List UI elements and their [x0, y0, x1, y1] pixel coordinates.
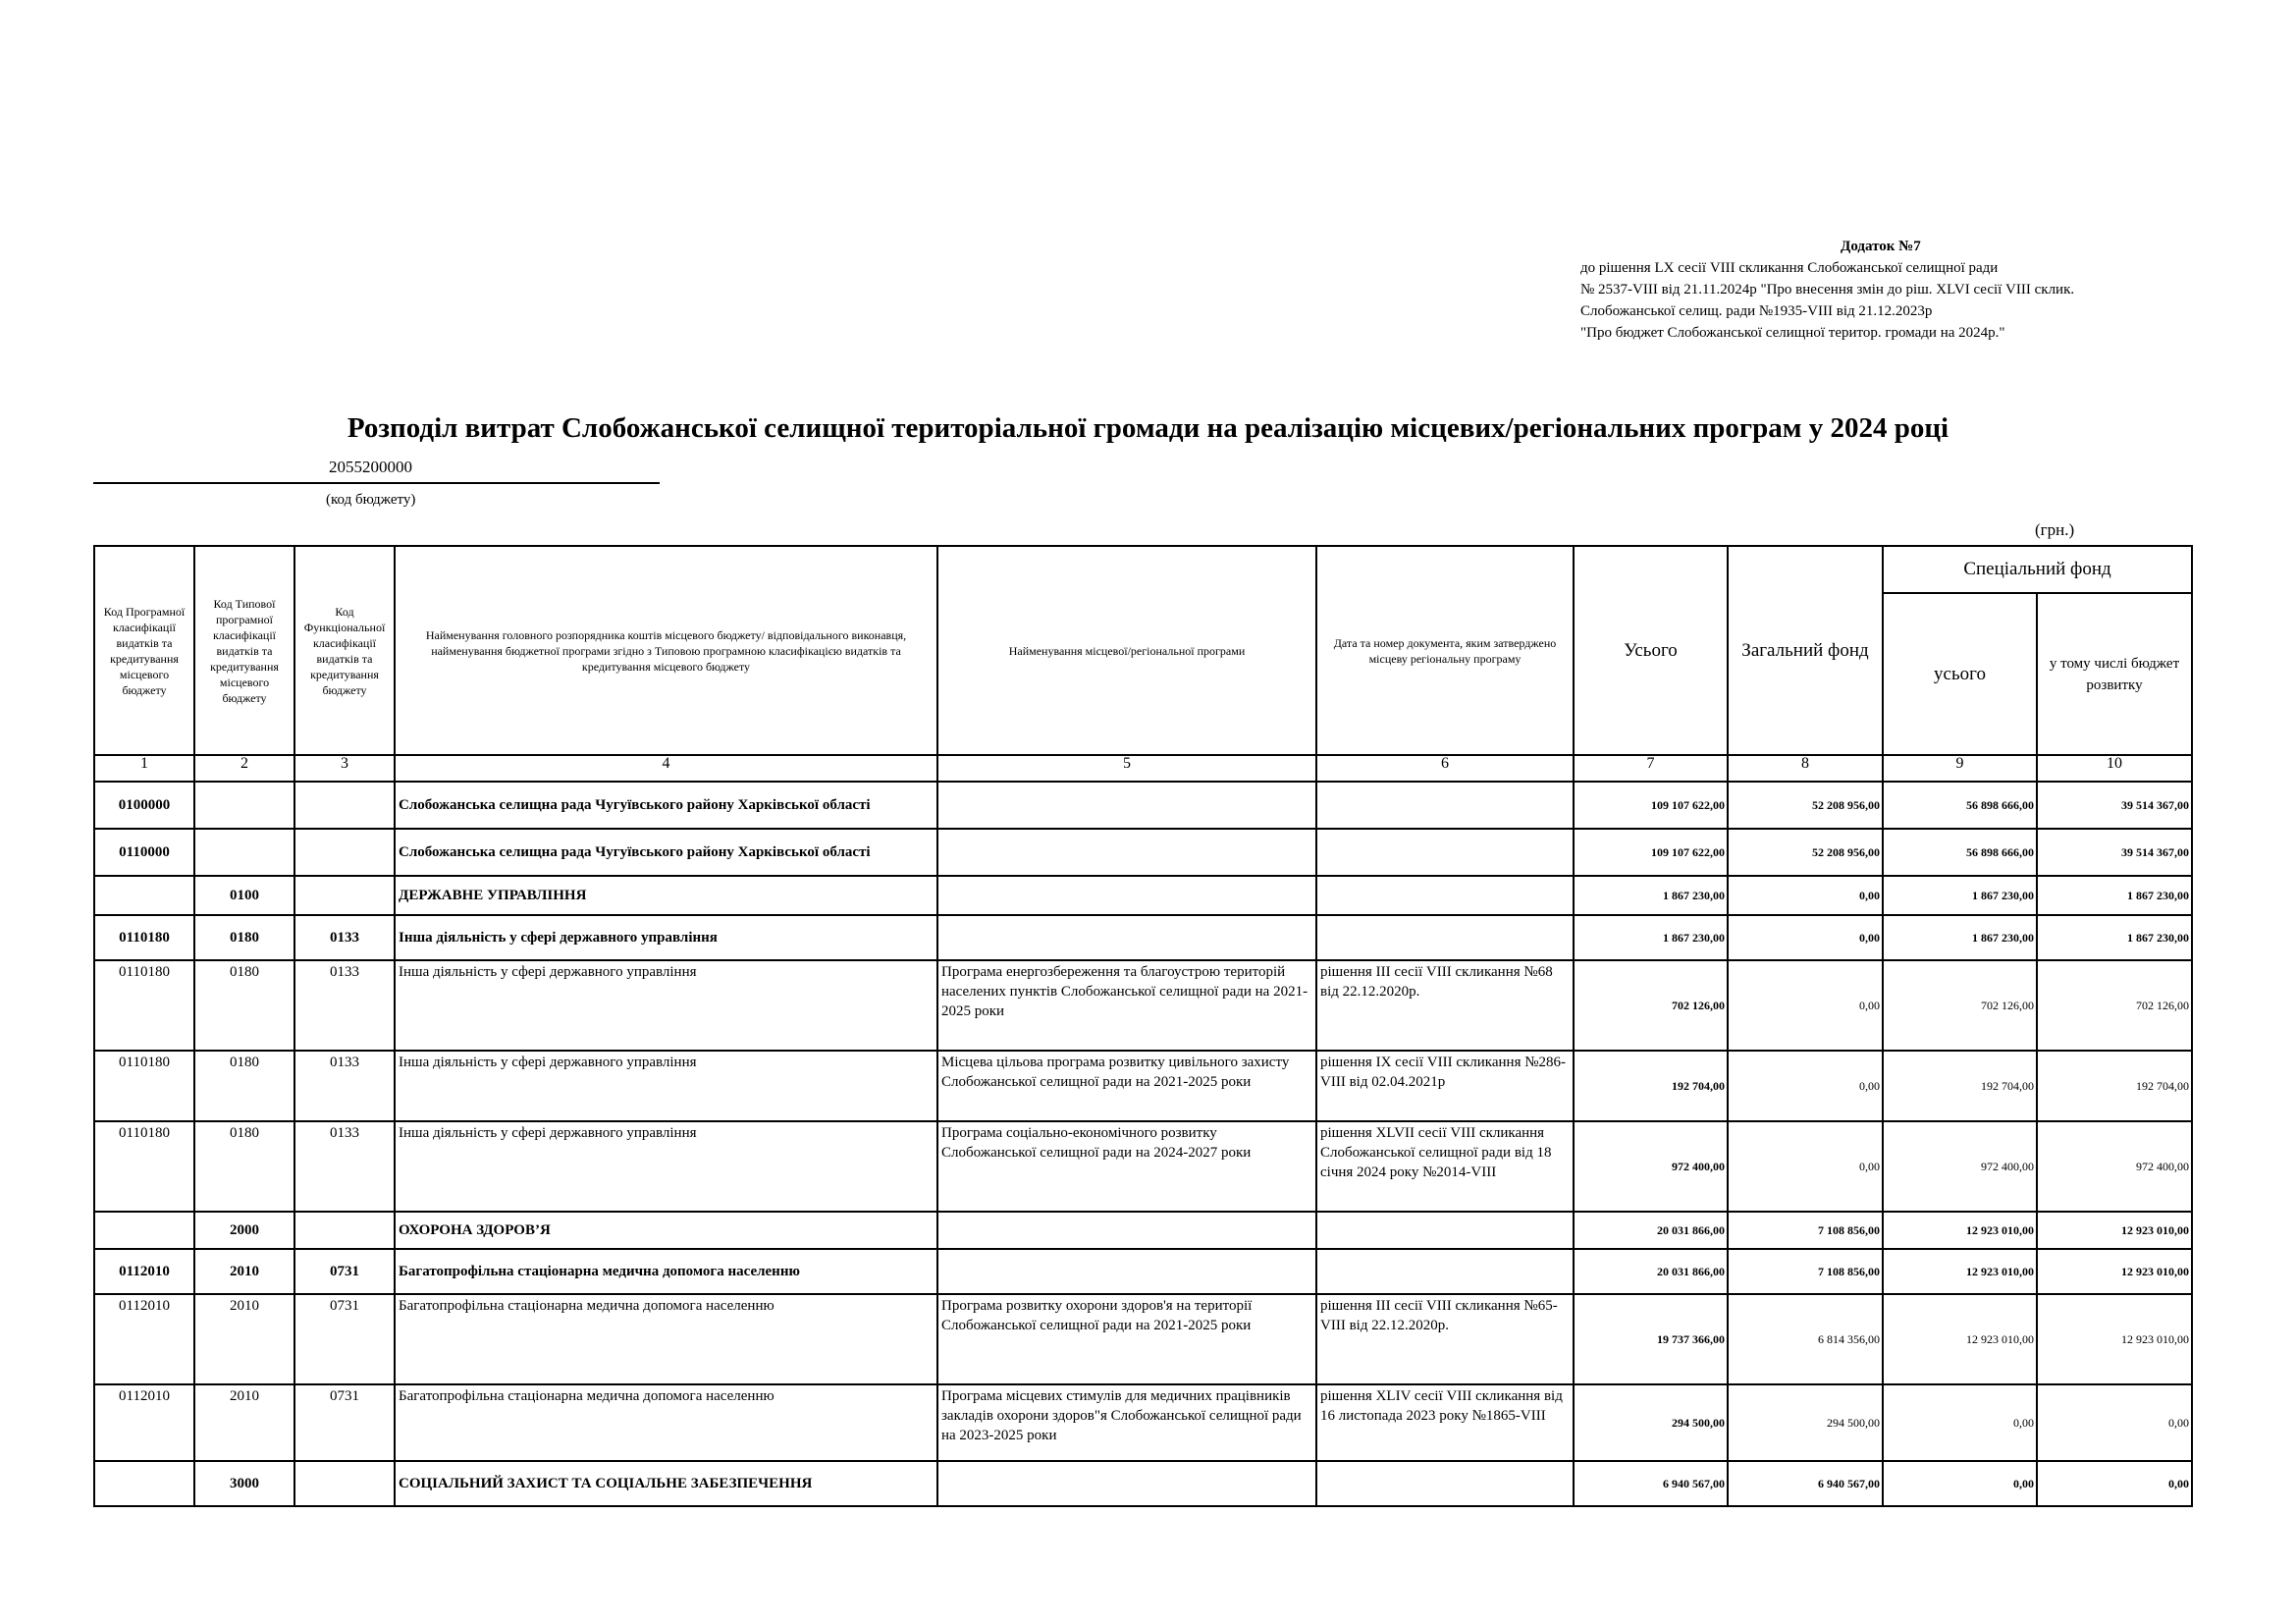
- budget-program-name-cell: Інша діяльність у сфері державного управління: [395, 1121, 937, 1212]
- typical-code-cell: 2010: [194, 1249, 294, 1294]
- table-row: [94, 829, 2192, 876]
- program-code-cell: [94, 1461, 194, 1506]
- special-fund-cell: 192 704,00: [1883, 1051, 2037, 1121]
- special-fund-cell: 12 923 010,00: [1883, 1249, 2037, 1294]
- special-fund-cell: 56 898 666,00: [1883, 829, 2037, 876]
- column-number: 9: [1883, 755, 2037, 782]
- column-number: 8: [1728, 755, 1883, 782]
- functional-code-cell: 0731: [294, 1249, 395, 1294]
- column-number: 3: [294, 755, 395, 782]
- typical-code-cell: 3000: [194, 1461, 294, 1506]
- functional-code-cell: [294, 1461, 395, 1506]
- approval-document-cell: [1316, 782, 1574, 829]
- functional-code-cell: 0133: [294, 960, 395, 1051]
- general-fund-cell: 6 940 567,00: [1728, 1461, 1883, 1506]
- program-code-cell: 0112010: [94, 1384, 194, 1461]
- approval-document-cell: рішення XLVII сесії VIII скликання Слобожанської селищної ради від 18 січня 2024 року №2014-VIII: [1316, 1121, 1574, 1212]
- program-code-cell: 0110180: [94, 915, 194, 960]
- table-row: [94, 1212, 2192, 1249]
- development-budget-cell: 972 400,00: [2037, 1121, 2192, 1212]
- total-amount-cell: 1 867 230,00: [1574, 876, 1728, 915]
- local-program-name-cell: Програма розвитку охорони здоров'я на території Слобожанської селищної ради на 2021-2025 роки: [937, 1294, 1316, 1384]
- development-budget-cell: 192 704,00: [2037, 1051, 2192, 1121]
- general-fund-cell: 0,00: [1728, 1051, 1883, 1121]
- general-fund-cell: 6 814 356,00: [1728, 1294, 1883, 1384]
- approval-document-cell: рішення XLIV сесії VIII скликання від 16 листопада 2023 року №1865-VIII: [1316, 1384, 1574, 1461]
- table-row: [94, 1384, 2192, 1461]
- header-approval-document: Дата та номер документа, яким затверджено місцеву регіональну програму: [1316, 546, 1574, 755]
- annex-title: Додаток №7: [1841, 239, 1921, 254]
- general-fund-cell: 294 500,00: [1728, 1384, 1883, 1461]
- general-fund-cell: 0,00: [1728, 915, 1883, 960]
- program-code-cell: 0100000: [94, 782, 194, 829]
- functional-code-cell: 0133: [294, 915, 395, 960]
- header-special-fund: Спеціальний фонд: [1883, 546, 2192, 593]
- total-amount-cell: 294 500,00: [1574, 1384, 1728, 1461]
- column-number: 4: [395, 755, 937, 782]
- column-number: 6: [1316, 755, 1574, 782]
- total-amount-cell: 19 737 366,00: [1574, 1294, 1728, 1384]
- local-program-name-cell: Місцева цільова програма розвитку цивільного захисту Слобожанської селищної ради на 2021-2025 роки: [937, 1051, 1316, 1121]
- column-number: 10: [2037, 755, 2192, 782]
- total-amount-cell: 20 031 866,00: [1574, 1212, 1728, 1249]
- approval-document-cell: рішення III сесії VIII скликання №68 від 22.12.2020р.: [1316, 960, 1574, 1051]
- header-development-budget: у тому числі бюджет розвитку: [2037, 593, 2192, 755]
- annex-line: "Про бюджет Слобожанської селищної територ. громади на 2024р.": [1580, 325, 2005, 341]
- general-fund-cell: 52 208 956,00: [1728, 782, 1883, 829]
- header-typical-code: Код Типової програмної класифікації видатків та кредитування місцевого бюджету: [194, 546, 294, 755]
- total-amount-cell: 1 867 230,00: [1574, 915, 1728, 960]
- table-row: [94, 1051, 2192, 1121]
- budget-program-name-cell: Інша діяльність у сфері державного управління: [395, 960, 937, 1051]
- general-fund-cell: 52 208 956,00: [1728, 829, 1883, 876]
- header-general-fund: Загальний фонд: [1728, 546, 1883, 755]
- special-fund-cell: 56 898 666,00: [1883, 782, 2037, 829]
- general-fund-cell: 0,00: [1728, 876, 1883, 915]
- program-code-cell: 0110180: [94, 960, 194, 1051]
- approval-document-cell: рішення III сесії VIII скликання №65- VIII від 22.12.2020р.: [1316, 1294, 1574, 1384]
- local-program-name-cell: [937, 829, 1316, 876]
- local-program-name-cell: Програма енергозбереження та благоустрою територій населених пунктів Слобожанської селищної ради на 2021-2025 роки: [937, 960, 1316, 1051]
- total-amount-cell: 702 126,00: [1574, 960, 1728, 1051]
- local-program-name-cell: [937, 782, 1316, 829]
- table-row: [94, 1249, 2192, 1294]
- program-code-cell: [94, 876, 194, 915]
- header-functional-code: Код Функціональної класифікації видатків та кредитування бюджету: [294, 546, 395, 755]
- programs-table: [93, 545, 2193, 1507]
- annex-line: до рішення LX сесії VIII скликання Слобожанської селищної ради: [1580, 260, 1999, 276]
- total-amount-cell: 6 940 567,00: [1574, 1461, 1728, 1506]
- development-budget-cell: 0,00: [2037, 1384, 2192, 1461]
- special-fund-cell: 0,00: [1883, 1384, 2037, 1461]
- development-budget-cell: 39 514 367,00: [2037, 829, 2192, 876]
- annex-line: № 2537-VIII від 21.11.2024р "Про внесення змін до ріш. XLVI сесії VIII склик.: [1580, 282, 2075, 298]
- total-amount-cell: 20 031 866,00: [1574, 1249, 1728, 1294]
- table-row: [94, 1121, 2192, 1212]
- budget-code-underline: [93, 482, 660, 484]
- functional-code-cell: 0731: [294, 1294, 395, 1384]
- approval-document-cell: [1316, 1249, 1574, 1294]
- special-fund-cell: 702 126,00: [1883, 960, 2037, 1051]
- table-row: [94, 1294, 2192, 1384]
- program-code-cell: 0110180: [94, 1121, 194, 1212]
- total-amount-cell: 109 107 622,00: [1574, 782, 1728, 829]
- special-fund-cell: 1 867 230,00: [1883, 915, 2037, 960]
- development-budget-cell: 0,00: [2037, 1461, 2192, 1506]
- typical-code-cell: 2010: [194, 1294, 294, 1384]
- approval-document-cell: [1316, 1461, 1574, 1506]
- typical-code-cell: 0100: [194, 876, 294, 915]
- development-budget-cell: 12 923 010,00: [2037, 1212, 2192, 1249]
- general-fund-cell: 7 108 856,00: [1728, 1212, 1883, 1249]
- functional-code-cell: [294, 782, 395, 829]
- budget-program-name-cell: ОХОРОНА ЗДОРОВ’Я: [395, 1212, 937, 1249]
- development-budget-cell: 1 867 230,00: [2037, 876, 2192, 915]
- budget-program-name-cell: Слобожанська селищна рада Чугуївського району Харківської області: [395, 782, 937, 829]
- budget-program-name-cell: ДЕРЖАВНЕ УПРАВЛІННЯ: [395, 876, 937, 915]
- total-amount-cell: 109 107 622,00: [1574, 829, 1728, 876]
- approval-document-cell: [1316, 915, 1574, 960]
- budget-program-name-cell: СОЦІАЛЬНИЙ ЗАХИСТ ТА СОЦІАЛЬНЕ ЗАБЕЗПЕЧЕННЯ: [395, 1461, 937, 1506]
- currency-unit: (грн.): [2035, 520, 2075, 539]
- functional-code-cell: [294, 829, 395, 876]
- approval-document-cell: рішення IX сесії VIII скликання №286- VIII від 02.04.2021р: [1316, 1051, 1574, 1121]
- header-total: Усього: [1574, 546, 1728, 755]
- table-row: [94, 915, 2192, 960]
- special-fund-cell: 0,00: [1883, 1461, 2037, 1506]
- typical-code-cell: 2000: [194, 1212, 294, 1249]
- functional-code-cell: [294, 1212, 395, 1249]
- general-fund-cell: 7 108 856,00: [1728, 1249, 1883, 1294]
- development-budget-cell: 1 867 230,00: [2037, 915, 2192, 960]
- table-row: [94, 876, 2192, 915]
- column-number: 1: [94, 755, 194, 782]
- budget-code: 2055200000: [329, 458, 412, 476]
- annex-line: Слобожанської селищ. ради №1935-VIII від 21.12.2023р: [1580, 303, 1933, 319]
- functional-code-cell: 0133: [294, 1051, 395, 1121]
- total-amount-cell: 192 704,00: [1574, 1051, 1728, 1121]
- program-code-cell: 0112010: [94, 1249, 194, 1294]
- column-number: 7: [1574, 755, 1728, 782]
- local-program-name-cell: Програма місцевих стимулів для медичних працівників закладів охорони здоров"я Слобожанської селищної ради на 2023-2025 роки: [937, 1384, 1316, 1461]
- budget-program-name-cell: Багатопрофільна стаціонарна медична допомога населенню: [395, 1294, 937, 1384]
- special-fund-cell: 12 923 010,00: [1883, 1212, 2037, 1249]
- local-program-name-cell: [937, 1461, 1316, 1506]
- development-budget-cell: 12 923 010,00: [2037, 1294, 2192, 1384]
- local-program-name-cell: [937, 1249, 1316, 1294]
- special-fund-cell: 972 400,00: [1883, 1121, 2037, 1212]
- general-fund-cell: 0,00: [1728, 1121, 1883, 1212]
- typical-code-cell: 0180: [194, 915, 294, 960]
- table-row: [94, 960, 2192, 1051]
- header-program-code: Код Програмної класифікації видатків та кредитування місцевого бюджету: [94, 546, 194, 755]
- local-program-name-cell: [937, 876, 1316, 915]
- program-code-cell: 0110000: [94, 829, 194, 876]
- column-number: 5: [937, 755, 1316, 782]
- annex-block: [1580, 236, 2268, 344]
- table-row: [94, 782, 2192, 829]
- local-program-name-cell: Програма соціально-економічного розвитку Слобожанської селищної ради на 2024-2027 роки: [937, 1121, 1316, 1212]
- column-number: 2: [194, 755, 294, 782]
- typical-code-cell: 0180: [194, 960, 294, 1051]
- special-fund-cell: 1 867 230,00: [1883, 876, 2037, 915]
- functional-code-cell: 0133: [294, 1121, 395, 1212]
- typical-code-cell: [194, 829, 294, 876]
- header-special-total: усього: [1883, 593, 2037, 755]
- document-title: Розподіл витрат Слобожанської селищної територіальної громади на реалізацію місцевих/регіональних програм у 2024 році: [347, 412, 1949, 444]
- approval-document-cell: [1316, 1212, 1574, 1249]
- local-program-name-cell: [937, 1212, 1316, 1249]
- budget-program-name-cell: Інша діяльність у сфері державного управління: [395, 1051, 937, 1121]
- special-fund-cell: 12 923 010,00: [1883, 1294, 2037, 1384]
- development-budget-cell: 39 514 367,00: [2037, 782, 2192, 829]
- approval-document-cell: [1316, 829, 1574, 876]
- development-budget-cell: 702 126,00: [2037, 960, 2192, 1051]
- functional-code-cell: [294, 876, 395, 915]
- program-code-cell: 0112010: [94, 1294, 194, 1384]
- budget-code-caption: (код бюджету): [326, 492, 416, 508]
- typical-code-cell: 0180: [194, 1051, 294, 1121]
- total-amount-cell: 972 400,00: [1574, 1121, 1728, 1212]
- typical-code-cell: 0180: [194, 1121, 294, 1212]
- header-local-program-name: Найменування місцевої/регіональної програми: [937, 546, 1316, 755]
- functional-code-cell: 0731: [294, 1384, 395, 1461]
- budget-program-name-cell: Багатопрофільна стаціонарна медична допомога населенню: [395, 1249, 937, 1294]
- budget-program-name-cell: Інша діяльність у сфері державного управління: [395, 915, 937, 960]
- development-budget-cell: 12 923 010,00: [2037, 1249, 2192, 1294]
- budget-program-name-cell: Слобожанська селищна рада Чугуївського району Харківської області: [395, 829, 937, 876]
- table-row: [94, 1461, 2192, 1506]
- local-program-name-cell: [937, 915, 1316, 960]
- program-code-cell: 0110180: [94, 1051, 194, 1121]
- header-budget-program-name: Найменування головного розпорядника коштів місцевого бюджету/ відповідального виконавця, найменування бюджетної програми згідно з Типовою програмною класифікацією видатків та кредитування місцевого бюджету: [395, 546, 937, 755]
- typical-code-cell: [194, 782, 294, 829]
- program-code-cell: [94, 1212, 194, 1249]
- approval-document-cell: [1316, 876, 1574, 915]
- budget-program-name-cell: Багатопрофільна стаціонарна медична допомога населенню: [395, 1384, 937, 1461]
- general-fund-cell: 0,00: [1728, 960, 1883, 1051]
- typical-code-cell: 2010: [194, 1384, 294, 1461]
